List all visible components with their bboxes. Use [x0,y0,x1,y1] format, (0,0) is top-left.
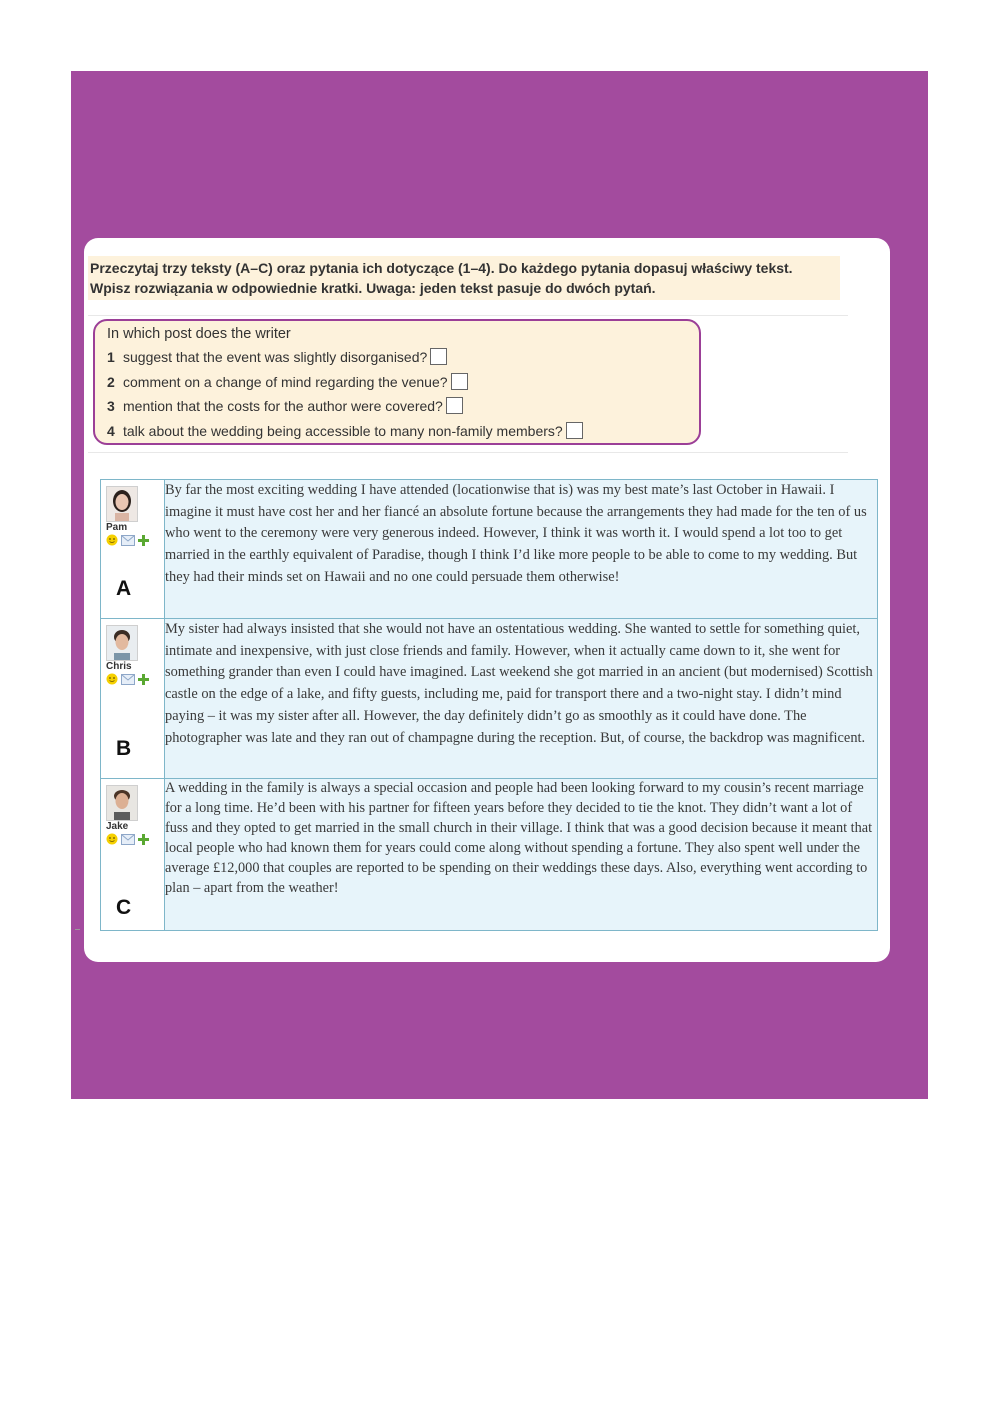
add-friend-icon[interactable] [138,535,149,546]
avatar-chris [106,625,138,661]
post-row-a [101,480,878,619]
answer-box-3[interactable] [446,397,463,414]
smiley-icon[interactable] [106,833,118,845]
post-letter: C [116,896,132,919]
smiley-icon[interactable] [106,534,118,546]
divider [88,452,848,453]
post-letter: A [116,577,132,600]
question-number: 4 [107,422,115,439]
questions-heading: In which post does the writer [107,326,291,342]
instructions-line-2: Wpisz rozwiązania w odpowiednie kratki. Uwaga: jeden tekst pasuje do dwóch pytań. [90,280,656,296]
post-text: By far the most exciting wedding I have attended (locationwise that is) was my best mate’s last October in Hawaii. I imagine it must have cost her and her fiancé an absolute fortune because the arrangements they had made for the ten of us who went to the ceremony were very generous indeed. However, I think it was worth it. I would spend a lot too to get married in the earthly equivalent of Paradise, though I think I’d like more people to be able to come to my wedding. But they had their minds set on Hawaii and no one could persuade them otherwise! [165,480,878,619]
question-text: mention that the costs for the author were covered? [123,397,443,414]
question-row [107,397,463,414]
smiley-icon[interactable] [106,673,118,685]
worksheet-card [84,238,890,962]
profile-actions [106,833,149,845]
add-friend-icon[interactable] [138,674,149,685]
author-name: Pam [106,522,128,533]
question-text: talk about the wedding being accessible to many non-family members? [123,422,563,439]
mail-icon[interactable] [121,674,135,685]
question-row [107,348,447,365]
author-name: Chris [106,661,132,672]
question-row [107,422,583,439]
author-name: Jake [106,821,129,832]
add-friend-icon[interactable] [138,834,149,845]
profile-actions [106,534,149,546]
post-row-b [101,619,878,779]
questions-box [93,319,701,445]
question-text: comment on a change of mind regarding the venue? [123,373,448,390]
avatar-pam [106,486,138,522]
instructions [88,256,840,300]
profile-cell [101,779,165,931]
question-row [107,373,468,390]
post-letter: B [116,737,132,760]
post-text: My sister had always insisted that she would not have an ostentatious wedding. She wanted to settle for something quiet, intimate and inexpensive, with just close friends and family. However, when it actually came down to it, she went for something grander than even I could have imagined. Last weekend she got married in an ancient (but modernised) Scottish castle on the edge of a lake, and fifty guests, including me, paid for transport there and a two-night stay. I didn’t mind paying – it was my sister after all. However, the day definitely didn’t go as smoothly as it could have done. The photographer was late and they ran out of champagne during the reception. But, of course, the backdrop was magnificent. [165,619,878,779]
profile-cell [101,619,165,779]
answer-box-1[interactable] [430,348,447,365]
profile-actions [106,673,149,685]
question-text: suggest that the event was slightly disorganised? [123,348,428,365]
profile-cell [101,480,165,619]
stray-mark [75,929,80,930]
answer-box-4[interactable] [566,422,583,439]
question-number: 1 [107,348,115,365]
post-text: A wedding in the family is always a special occasion and people had been looking forward to my cousin’s recent marriage for a long time. He’d been with his partner for fifteen years before they decided to tie the knot. They didn’t want a lot of fuss and they opted to get married in the small church in their village. I think that was a good decision because it meant that local people who had known them for years could come along without spending a fortune. They also spent well under the average £12,000 that couples are reported to be spending on their weddings these days. Also, everything went according to plan – apart from the weather! [165,779,878,931]
post-row-c [101,779,878,931]
posts-table [100,479,878,931]
question-number: 2 [107,373,115,390]
question-number: 3 [107,397,115,414]
mail-icon[interactable] [121,535,135,546]
answer-box-2[interactable] [451,373,468,390]
instructions-line-1: Przeczytaj trzy teksty (A–C) oraz pytania ich dotyczące (1–4). Do każdego pytania dopasuj właściwy tekst. [90,260,793,276]
mail-icon[interactable] [121,834,135,845]
divider [88,315,848,316]
avatar-jake [106,785,138,821]
